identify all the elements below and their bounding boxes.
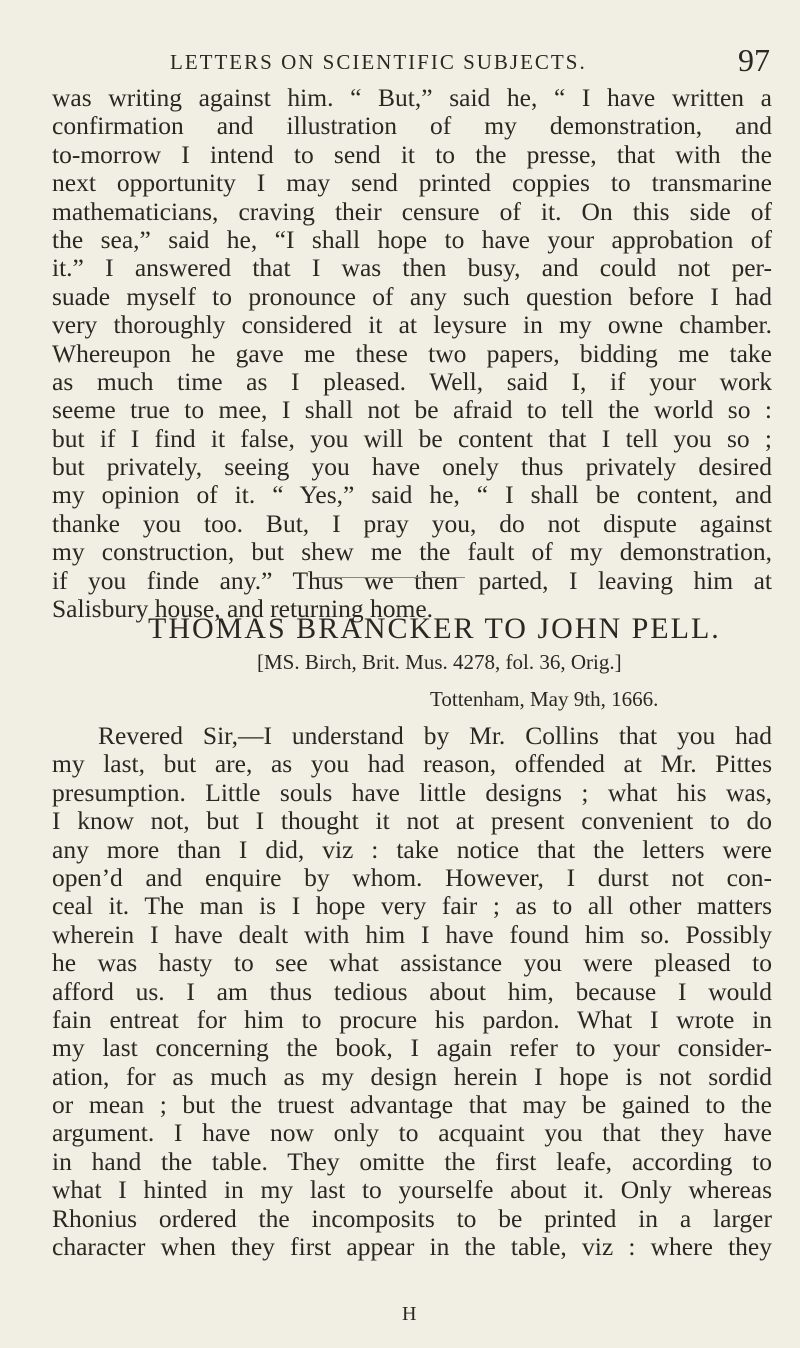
- text-line: next opportunity I may send printed coppies to transmarine: [52, 168, 772, 198]
- text-line: afford us. I am thus tedious about him, because I would: [52, 976, 772, 1006]
- text-line: ceal it. The man is I hope very fair ; as to all other matters: [52, 891, 772, 921]
- text-line: mathematicians, craving their censure of it. On this side of: [52, 196, 772, 226]
- text-line: very thoroughly considered it at leysure in my owne chamber.: [52, 310, 772, 340]
- text-line: the sea,” said he, “I shall hope to have your approbation of: [52, 224, 772, 254]
- manuscript-source: [MS. Birch, Brit. Mus. 4278, fol. 36, Orig.]: [257, 650, 622, 674]
- text-line: he was hasty to see what assistance you were pleased to: [52, 948, 772, 978]
- text-line: my last concerning the book, I again refer to your consider-: [52, 1033, 772, 1063]
- text-line: character when they first appear in the table, viz : where they: [52, 1232, 772, 1262]
- text-line: but if I find it false, you will be content that I tell you so ;: [52, 423, 772, 453]
- text-line: my last, but are, as you had reason, offended at Mr. Pittes: [52, 749, 772, 779]
- running-head-title: LETTERS ON SCIENTIFIC SUBJECTS.: [170, 50, 587, 74]
- text-line: argument. I have now only to acquaint you that they have: [52, 1118, 772, 1148]
- text-line: in hand the table. They omitte the first leafe, according to: [52, 1146, 772, 1176]
- text-line: open’d and enquire by whom. However, I durst not con-: [52, 862, 772, 892]
- text-line: if you finde any.” Thus we then parted, I leaving him at: [52, 565, 772, 595]
- text-line: wherein I have dealt with him I have found him so. Possibly: [52, 919, 772, 949]
- text-line: was writing against him. “ But,” said he, “ I have written a: [52, 83, 772, 112]
- letter-heading: THOMAS BRANCKER TO JOHN PELL.: [148, 612, 721, 645]
- text-line: Salisbury house, and returning home.: [52, 594, 434, 624]
- text-line: my construction, but shew me the fault of my demonstration,: [52, 537, 772, 567]
- text-line: presumption. Little souls have little designs ; what his was,: [52, 777, 772, 807]
- text-line: suade myself to pronounce of any such question before I had: [52, 281, 772, 311]
- text-line: as much time as I pleased. Well, said I, if your work: [52, 366, 772, 396]
- section-divider: [315, 577, 465, 578]
- paragraph-1: [52, 84, 772, 623]
- text-line: Rhonius ordered the incomposits to be printed in a larger: [52, 1203, 772, 1233]
- text-line: Revered Sir,—I understand by Mr. Collins that you had: [98, 721, 772, 750]
- text-line: my opinion of it. “ Yes,” said he, “ I shall be content, and: [52, 480, 772, 510]
- text-line: fain entreat for him to procure his pardon. What I wrote in: [52, 1004, 772, 1034]
- text-line: or mean ; but the truest advantage that may be gained to the: [52, 1090, 772, 1120]
- signature-mark: H: [402, 1303, 417, 1325]
- text-line: it.” I answered that I was then busy, and could not per-: [52, 253, 772, 283]
- text-line: seeme true to mee, I shall not be afraid to tell the world so :: [52, 395, 772, 425]
- text-line: any more than I did, viz : take notice that the letters were: [52, 834, 772, 864]
- text-line: confirmation and illustration of my demonstration, and: [52, 111, 772, 141]
- text-line: but privately, seeing you have onely thus privately desired: [52, 452, 772, 482]
- text-line: thanke you too. But, I pray you, do not dispute against: [52, 508, 772, 538]
- letter-dateline: Tottenham, May 9th, 1666.: [430, 687, 659, 711]
- text-line: Whereupon he gave me these two papers, bidding me take: [52, 338, 772, 368]
- paragraph-2: [52, 722, 772, 1261]
- page-number: 97: [738, 42, 770, 78]
- running-head: [170, 42, 770, 78]
- text-line: ation, for as much as my design herein I hope is not sordid: [52, 1061, 772, 1091]
- text-line: I know not, but I thought it not at present convenient to do: [52, 806, 772, 836]
- text-line: what I hinted in my last to yourselfe about it. Only whereas: [52, 1175, 772, 1205]
- text-line: to-morrow I intend to send it to the presse, that with the: [52, 139, 772, 169]
